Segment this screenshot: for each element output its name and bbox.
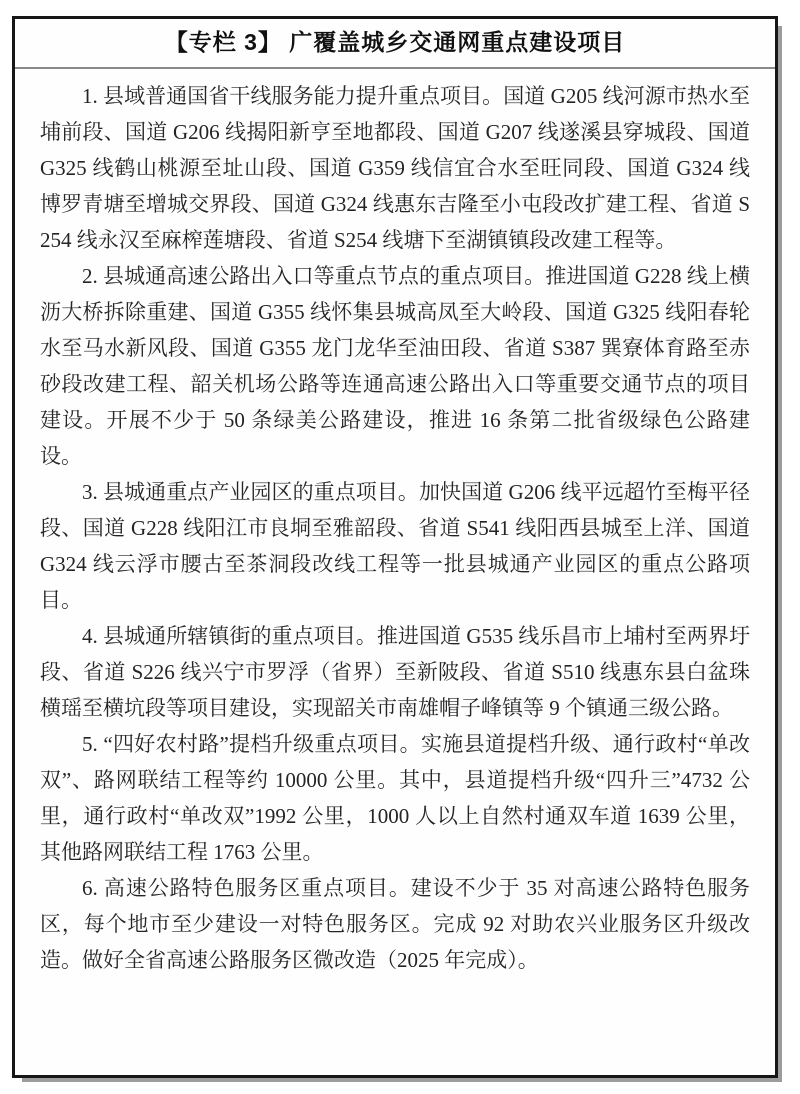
paragraph-expressway-entrances: 2. 县城通高速公路出入口等重点节点的重点项目。推进国道 G228 线上横沥大桥拆除重建、国道 G355 线怀集县城高凤至大岭段、国道 G325 线阳春轮水至马水新风段、国道 G355 龙门龙华至油田段、省道 S387 巽寮体育路至赤砂段改建工程、韶关机场公路等连通高速公路出入口等重要交通节点的项目建设。开展不少于 50 条绿美公路建设，推进 16 条第二批省级绿色公路建设。 (40, 264, 750, 468)
paragraph-service-areas: 6. 高速公路特色服务区重点项目。建设不少于 35 对高速公路特色服务区，每个地市至少建设一对特色服务区。完成 92 对助农兴业服务区升级改造。做好全省高速公路服务区微改造（2025 年完成）。 (40, 876, 750, 972)
column-box-body (15, 69, 775, 978)
paragraph-towns-streets: 4. 县城通所辖镇街的重点项目。推进国道 G535 线乐昌市上埔村至两界圩段、省道 S226 线兴宁市罗浮（省界）至新陂段、省道 S510 线惠东县白盆珠横瑶至横坑段等项目建设，实现韶关市南雄帽子峰镇等 9 个镇通三级公路。 (40, 624, 750, 720)
paragraph-rural-roads-upgrade: 5. “四好农村路”提档升级重点项目。实施县道提档升级、通行政村“单改双”、路网联结工程等约 10000 公里。其中，县道提档升级“四升三”4732 公里，通行政村“单改双”1992 公里，1000 人以上自然村通双车道 1639 公里，其他路网联结工程 1763 公里。 (40, 732, 750, 864)
column-box (12, 16, 778, 1078)
paragraph-industrial-parks: 3. 县城通重点产业园区的重点项目。加快国道 G206 线平远超竹至梅平径段、国道 G228 线阳江市良垌至雅韶段、省道 S541 线阳西县城至上洋、国道 G324 线云浮市腰古至茶洞段改线工程等一批县城通产业园区的重点公路项目。 (40, 480, 750, 612)
paragraph-national-provincial-trunk: 1. 县域普通国省干线服务能力提升重点项目。国道 G205 线河源市热水至埔前段、国道 G206 线揭阳新亨至地都段、国道 G207 线遂溪县穿城段、国道 G325 线鹤山桃源至址山段、国道 G359 线信宜合水至旺同段、国道 G324 线博罗青塘至增城交界段、国道 G324 线惠东吉隆至小屯段改扩建工程、省道 S254 线永汉至麻榨莲塘段、省道 S254 线塘下至湖镇镇段改建工程等。 (40, 84, 750, 252)
column-box-title: 【专栏 3】 广覆盖城乡交通网重点建设项目 (15, 19, 775, 69)
